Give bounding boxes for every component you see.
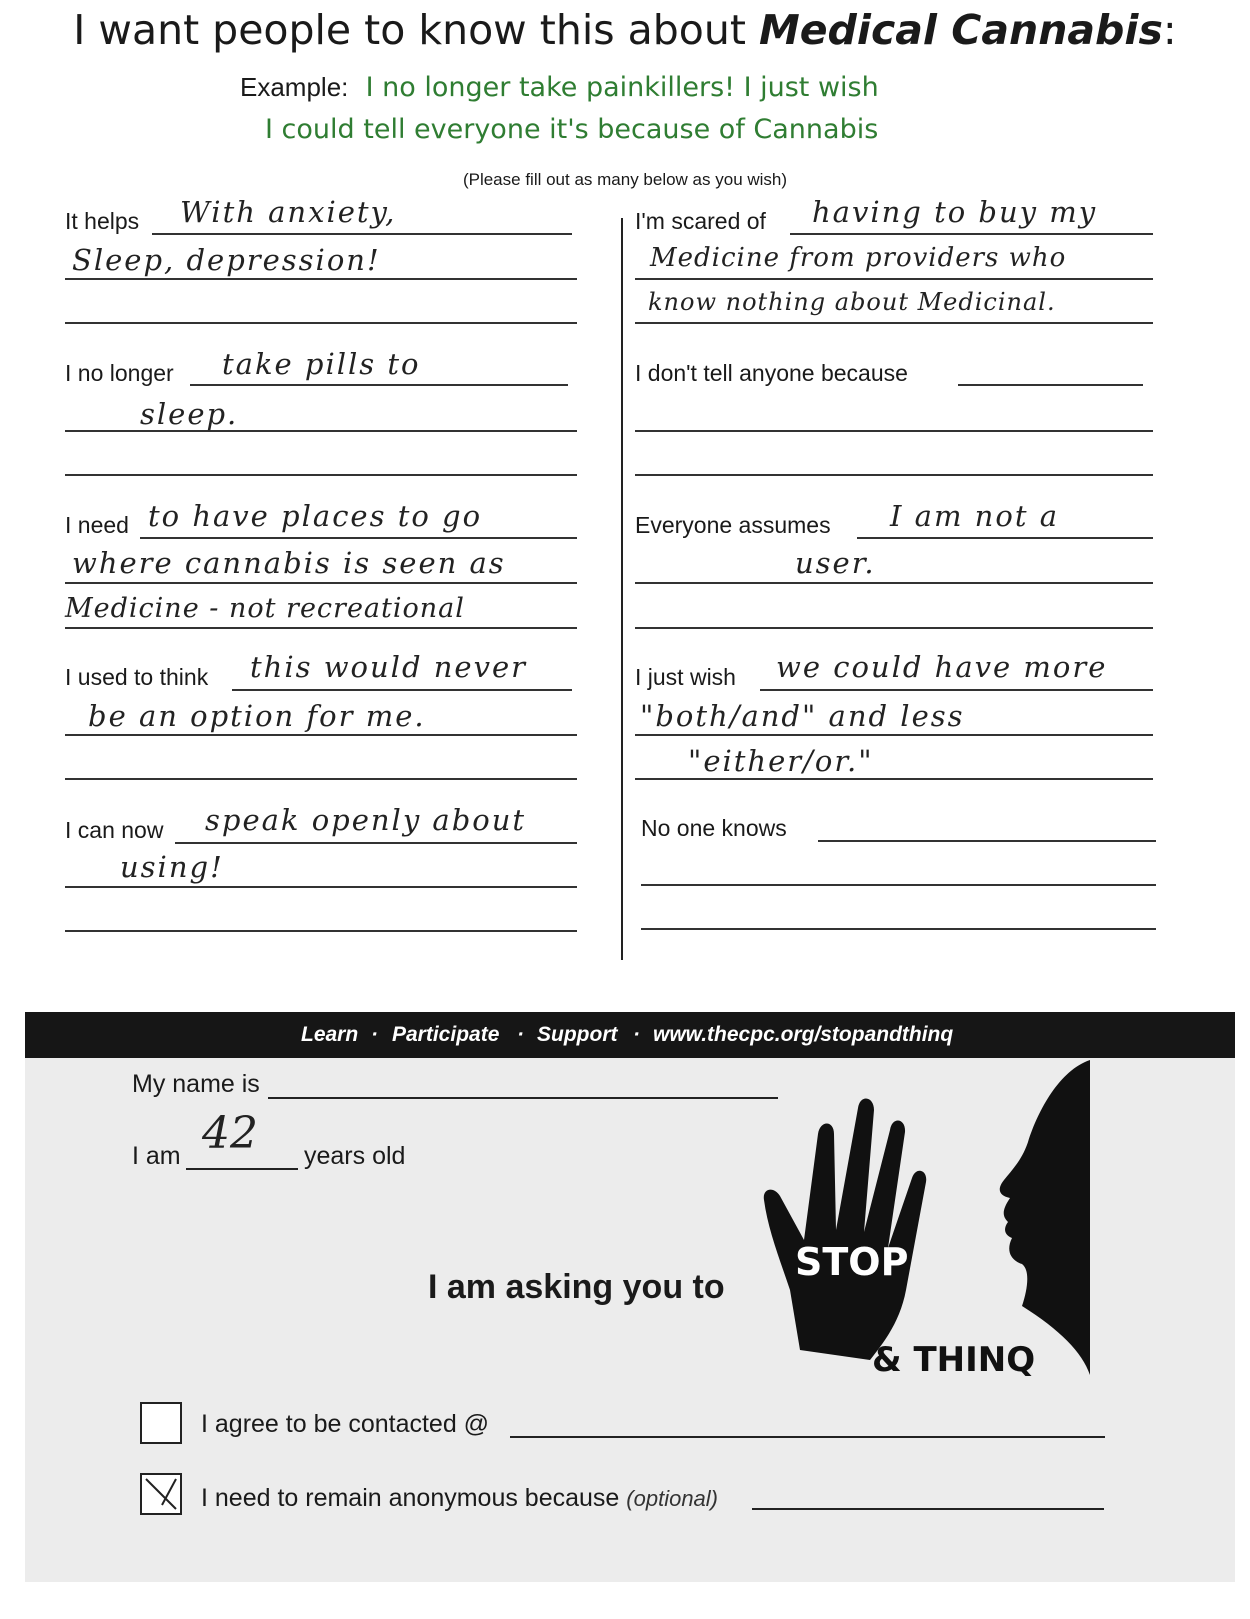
answer-line[interactable] xyxy=(760,689,1153,691)
answer-line[interactable] xyxy=(65,278,577,280)
answer-line[interactable] xyxy=(818,840,1156,842)
title-lead: I want people to know this about xyxy=(73,6,759,54)
anonymous-label-text: I need to remain anonymous because xyxy=(201,1484,620,1512)
prompt-i-can-now: I can now xyxy=(65,817,164,843)
face-silhouette-icon xyxy=(1000,1060,1090,1375)
answer-line[interactable] xyxy=(857,537,1153,539)
answer-line[interactable] xyxy=(65,474,577,476)
answer-i-just-wish-2: "both/and" and less xyxy=(640,699,965,733)
example-line-1: I no longer take painkillers! I just wish xyxy=(365,72,879,103)
answer-i-no-longer-2: sleep. xyxy=(140,397,239,431)
anonymous-reason-field[interactable] xyxy=(752,1508,1104,1510)
hand-icon xyxy=(764,1098,926,1360)
answer-i-just-wish-1: we could have more xyxy=(776,650,1108,684)
checkmark-x-icon xyxy=(142,1475,180,1513)
band-separator: · xyxy=(517,1023,524,1046)
contact-label: I agree to be contacted @ xyxy=(201,1410,490,1438)
contact-checkbox[interactable] xyxy=(140,1402,182,1444)
answer-everyone-assumes-1: I am not a xyxy=(890,499,1059,533)
answer-i-used-to-think-1: this would never xyxy=(250,650,527,684)
age-value: 42 xyxy=(202,1108,258,1159)
example-line-2: I could tell everyone it's because of Cannabis xyxy=(265,114,879,145)
example-row xyxy=(240,72,879,103)
answer-i-can-now-1: speak openly about xyxy=(205,803,527,837)
answer-i-need-2: where cannabis is seen as xyxy=(72,546,506,580)
answer-i-no-longer-1: take pills to xyxy=(222,347,421,381)
answer-i-just-wish-3: "either/or." xyxy=(688,744,874,778)
answer-line[interactable] xyxy=(635,278,1153,280)
answer-line[interactable] xyxy=(635,474,1153,476)
answer-line[interactable] xyxy=(635,627,1153,629)
prompt-i-no-longer: I no longer xyxy=(65,360,174,386)
title-emphasis: Medical Cannabis xyxy=(758,6,1163,54)
name-label: My name is xyxy=(132,1070,260,1098)
answer-line[interactable] xyxy=(190,384,568,386)
answer-i-need-1: to have places to go xyxy=(148,499,483,533)
answer-line[interactable] xyxy=(635,582,1153,584)
answer-line[interactable] xyxy=(65,734,577,736)
age-prefix: I am xyxy=(132,1142,181,1170)
name-field[interactable] xyxy=(268,1097,778,1099)
prompt-i-just-wish: I just wish xyxy=(635,664,736,690)
band-url-link[interactable]: www.thecpc.org/stopandthinq xyxy=(653,1023,954,1046)
prompt-it-helps: It helps xyxy=(65,208,140,234)
stop-thinq-logo xyxy=(760,1060,1100,1380)
answer-line[interactable] xyxy=(152,233,572,235)
answer-line[interactable] xyxy=(232,689,572,691)
answer-line[interactable] xyxy=(790,233,1153,235)
answer-line[interactable] xyxy=(65,322,577,324)
band-separator: · xyxy=(633,1023,640,1046)
age-suffix: years old xyxy=(304,1142,406,1170)
answer-line[interactable] xyxy=(641,884,1156,886)
answer-line[interactable] xyxy=(140,537,577,539)
answer-it-helps-1: With anxiety, xyxy=(180,195,397,229)
answer-line[interactable] xyxy=(635,322,1153,324)
answer-i-need-3: Medicine - not recreational xyxy=(65,593,465,624)
answer-line[interactable] xyxy=(958,384,1143,386)
answer-line[interactable] xyxy=(635,778,1153,780)
logo-thinq: & THINQ xyxy=(872,1340,1036,1380)
band-separator: · xyxy=(371,1023,378,1046)
band-participate: Participate xyxy=(392,1023,500,1046)
prompt-i-used-to-think: I used to think xyxy=(65,664,209,690)
answer-im-scared-of-3: know nothing about Medicinal. xyxy=(648,288,1056,316)
prompt-im-scared-of: I'm scared of xyxy=(635,208,766,234)
anonymous-label xyxy=(201,1484,718,1513)
anonymous-checkbox[interactable] xyxy=(140,1473,182,1515)
answer-i-used-to-think-2: be an option for me. xyxy=(88,699,426,733)
answer-line[interactable] xyxy=(65,930,577,932)
answer-line[interactable] xyxy=(65,627,577,629)
example-label: Example: xyxy=(240,72,349,102)
prompt-i-dont-tell-anyone-because: I don't tell anyone because xyxy=(635,360,908,386)
answer-im-scared-of-1: having to buy my xyxy=(812,195,1098,229)
page-title xyxy=(0,6,1250,54)
answer-line[interactable] xyxy=(641,928,1156,930)
answer-line[interactable] xyxy=(635,734,1153,736)
answer-line[interactable] xyxy=(65,778,577,780)
instructions-hint: (Please fill out as many below as you wish) xyxy=(462,170,788,189)
band-support: Support xyxy=(537,1023,618,1046)
answer-line[interactable] xyxy=(65,582,577,584)
answer-line[interactable] xyxy=(635,430,1153,432)
prompt-everyone-assumes: Everyone assumes xyxy=(635,512,831,538)
answer-line[interactable] xyxy=(175,842,577,844)
answer-i-can-now-2: using! xyxy=(120,850,224,884)
age-field[interactable] xyxy=(186,1168,298,1170)
answer-it-helps-2: Sleep, depression! xyxy=(72,243,381,277)
title-tail: : xyxy=(1162,6,1177,54)
anonymous-optional: (optional) xyxy=(626,1486,718,1511)
column-divider xyxy=(621,218,623,960)
tagline-band xyxy=(25,1012,1235,1058)
contact-field[interactable] xyxy=(510,1436,1105,1438)
prompt-i-need: I need xyxy=(65,512,129,538)
answer-everyone-assumes-2: user. xyxy=(795,546,876,580)
logo-stop: STOP xyxy=(795,1240,909,1284)
asking-heading: I am asking you to xyxy=(428,1268,725,1306)
answer-im-scared-of-2: Medicine from providers who xyxy=(650,243,1067,273)
prompt-no-one-knows: No one knows xyxy=(641,815,787,841)
answer-line[interactable] xyxy=(65,886,577,888)
band-learn: Learn xyxy=(301,1023,359,1046)
